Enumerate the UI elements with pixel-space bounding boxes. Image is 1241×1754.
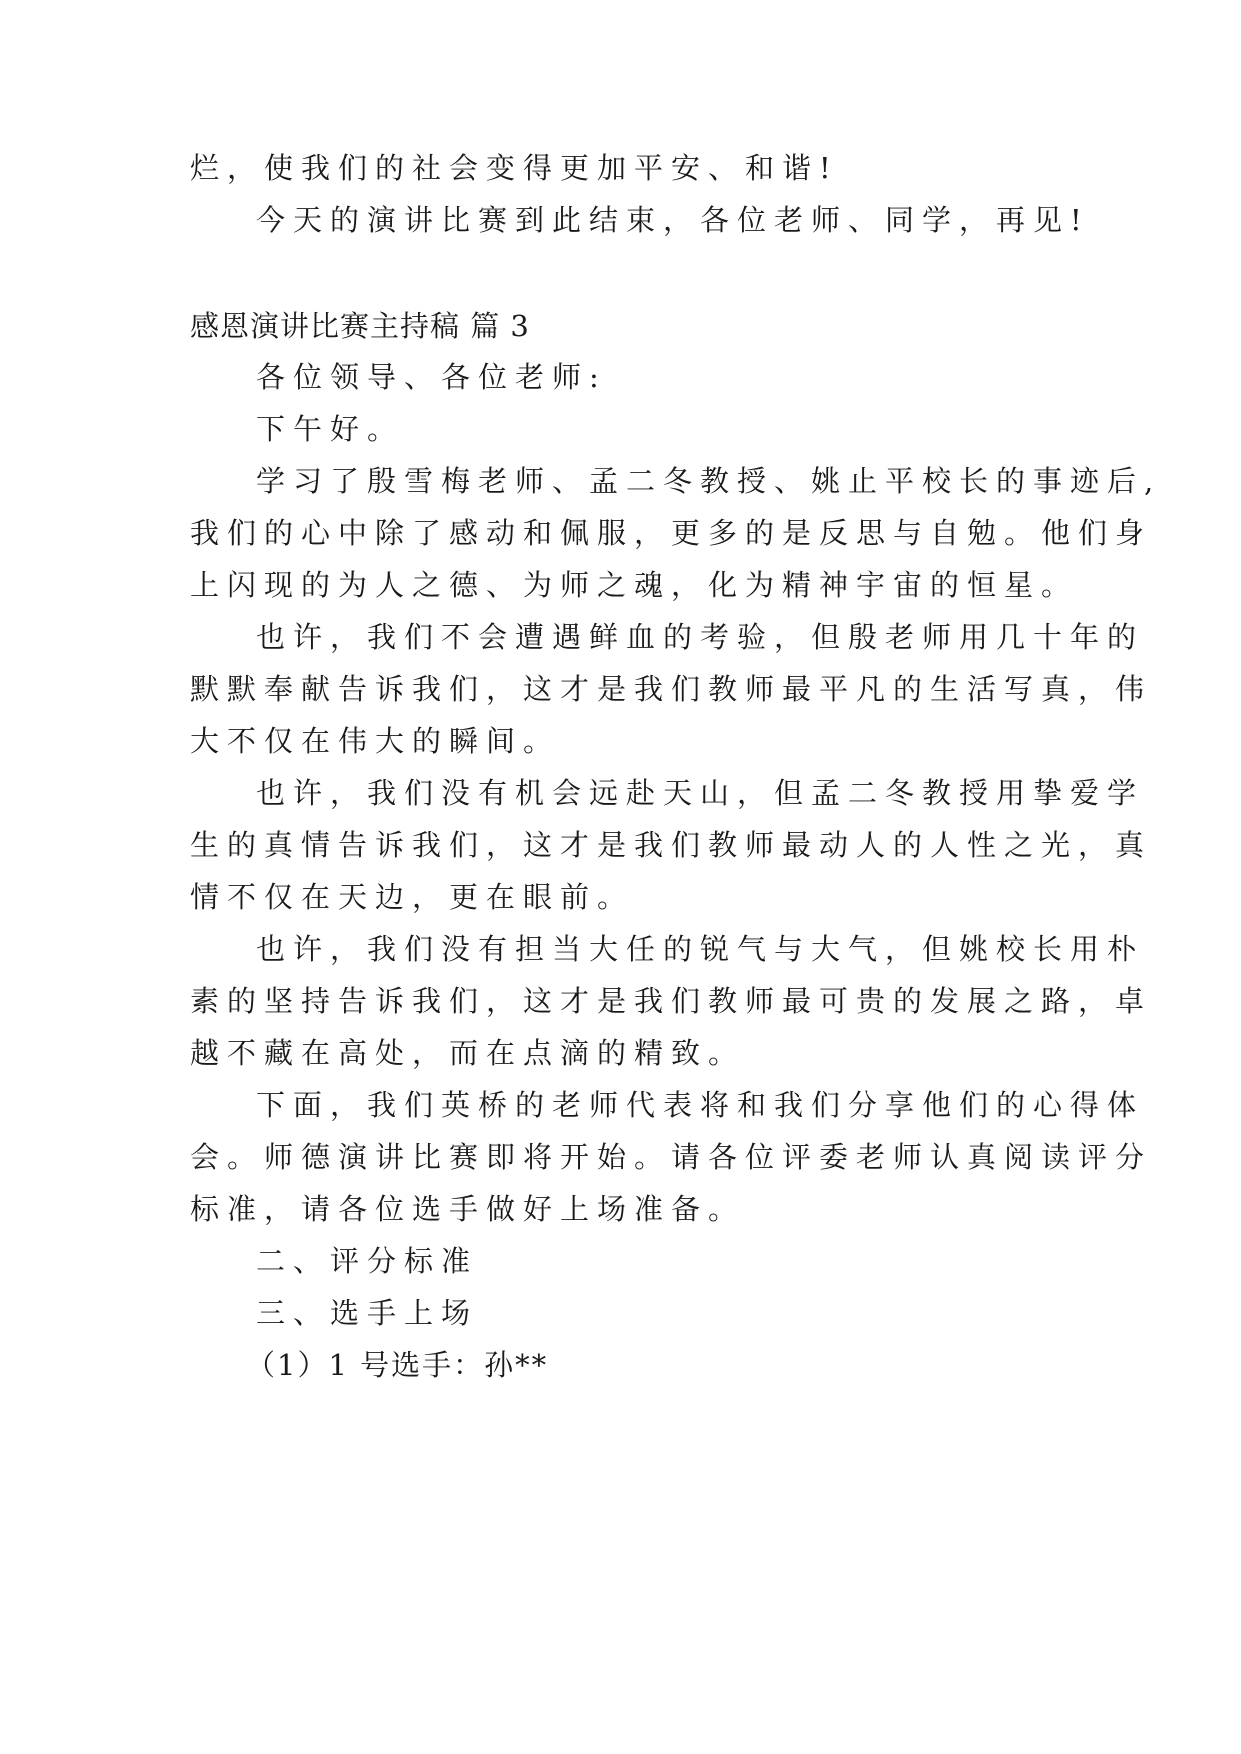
- section-heading: 感恩演讲比赛主持稿 篇 3: [190, 309, 530, 343]
- paragraph-line: 素的坚持告诉我们，这才是我们教师最可贵的发展之路，卓: [190, 984, 1153, 1018]
- list-item: （1）1 号选手：孙**: [246, 1348, 549, 1382]
- paragraph-line: 下面，我们英桥的老师代表将和我们分享他们的心得体: [256, 1088, 1145, 1122]
- paragraph-line: 也许，我们没有担当大任的锐气与大气，但姚校长用朴: [256, 932, 1145, 966]
- paragraph-line: 学习了殷雪梅老师、孟二冬教授、姚止平校长的事迹后,: [256, 464, 1162, 498]
- list-item: 二、评分标准: [256, 1244, 479, 1278]
- paragraph-line: 生的真情告诉我们，这才是我们教师最动人的人性之光，真: [190, 828, 1153, 862]
- paragraph-line: 情不仅在天边，更在眼前。: [190, 880, 635, 914]
- paragraph-line: 越不藏在高处，而在点滴的精致。: [190, 1036, 746, 1070]
- paragraph-line: 我们的心中除了感动和佩服，更多的是反思与自勉。他们身: [190, 516, 1153, 550]
- paragraph-line: 标准，请各位选手做好上场准备。: [190, 1192, 746, 1226]
- greeting: 下午好。: [256, 412, 405, 446]
- salutation: 各位领导、各位老师:: [256, 360, 607, 394]
- paragraph-line: 也许，我们没有机会远赴天山，但孟二冬教授用挚爱学: [256, 776, 1145, 810]
- paragraph-line: 也许，我们不会遭遇鲜血的考验，但殷老师用几十年的: [256, 620, 1145, 654]
- paragraph-line: 今天的演讲比赛到此结束，各位老师、同学，再见!: [256, 203, 1090, 237]
- list-item: 三、选手上场: [256, 1296, 479, 1330]
- paragraph-line: 会。师德演讲比赛即将开始。请各位评委老师认真阅读评分: [190, 1140, 1153, 1174]
- paragraph-line: 上闪现的为人之德、为师之魂，化为精神宇宙的恒星。: [190, 568, 1079, 602]
- paragraph-line: 烂，使我们的社会变得更加平安、和谐!: [190, 151, 839, 185]
- paragraph-line: 默默奉献告诉我们，这才是我们教师最平凡的生活写真，伟: [190, 672, 1153, 706]
- paragraph-line: 大不仅在伟大的瞬间。: [190, 724, 561, 758]
